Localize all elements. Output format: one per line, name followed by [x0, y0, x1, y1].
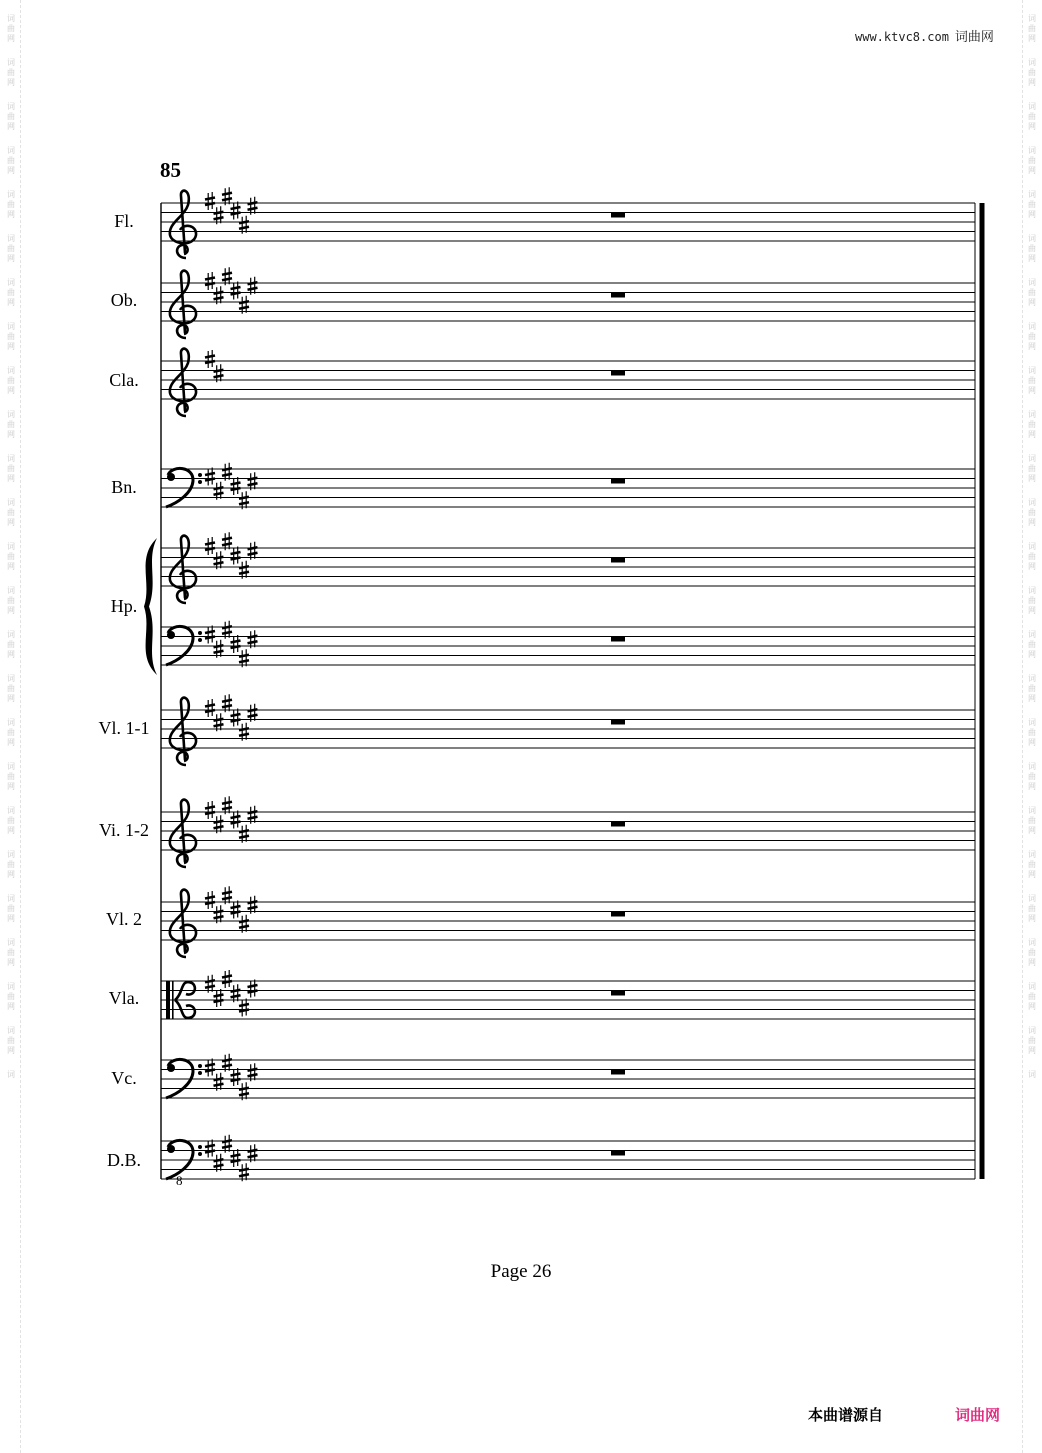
whole-rest — [611, 371, 625, 376]
label-viola: Vla. — [108, 988, 140, 1008]
watermark-glyph: 曲 — [1028, 684, 1036, 693]
sharp-sign — [222, 807, 232, 809]
whole-rest — [611, 213, 625, 218]
sharp-sign — [205, 278, 215, 280]
bass-clef-dot — [198, 1145, 202, 1149]
watermark-glyph: 曲 — [7, 376, 15, 385]
watermark-glyph: 曲 — [1028, 464, 1036, 473]
watermark-glyph: 曲 — [7, 904, 15, 913]
watermark-glyph: 网 — [7, 518, 15, 527]
watermark-glyph: 词 — [1028, 102, 1036, 111]
bass-clef-dot — [198, 1071, 202, 1075]
watermark-glyph: 词 — [7, 454, 15, 463]
whole-rest — [611, 293, 625, 298]
watermark-glyph: 曲 — [7, 24, 15, 33]
treble-clef-icon — [170, 271, 196, 338]
watermark-glyph: 词 — [7, 718, 15, 727]
sharp-sign — [214, 916, 224, 918]
sharp-sign — [239, 502, 249, 504]
sharp-sign — [248, 553, 258, 555]
sharp-sign — [231, 816, 241, 818]
watermark-glyph: 词 — [7, 762, 15, 771]
sharp-sign — [222, 278, 232, 280]
watermark-glyph: 词 — [1028, 674, 1036, 683]
sharp-sign — [222, 1146, 232, 1148]
bass-clef-dot — [198, 638, 202, 642]
sharp-sign — [214, 493, 224, 495]
watermark-glyph: 网 — [7, 562, 15, 571]
watermark-glyph: 词 — [7, 410, 15, 419]
sharp-sign — [222, 193, 232, 195]
watermark-glyph: 曲 — [7, 332, 15, 341]
watermark-glyph: 词 — [7, 366, 15, 375]
sharp-sign — [231, 1074, 241, 1076]
watermark-glyph: 词 — [1028, 938, 1036, 947]
sharp-sign — [239, 660, 249, 662]
watermark-glyph: 网 — [7, 914, 15, 923]
watermark-glyph: 曲 — [1028, 244, 1036, 253]
watermark-glyph: 曲 — [1028, 332, 1036, 341]
sharp-sign — [222, 892, 232, 894]
watermark-glyph: 词 — [1028, 14, 1036, 23]
sharp-sign — [205, 473, 215, 475]
sharp-sign — [222, 897, 232, 899]
watermark-glyph: 曲 — [1028, 156, 1036, 165]
watermark-glyph: 曲 — [1028, 772, 1036, 781]
watermark-glyph: 网 — [1028, 78, 1036, 87]
watermark-glyph: 词 — [1028, 234, 1036, 243]
watermark-glyph: 词 — [7, 278, 15, 287]
watermark-glyph: 网 — [7, 386, 15, 395]
bass-clef-dot — [198, 631, 202, 635]
watermark-glyph: 曲 — [7, 640, 15, 649]
watermark-glyph: 词 — [1028, 278, 1036, 287]
watermark-glyph: 网 — [1028, 562, 1036, 571]
sharp-sign — [239, 1174, 249, 1176]
bass-clef-dot — [198, 480, 202, 484]
watermark-glyph: 词 — [1028, 894, 1036, 903]
sharp-sign — [231, 1155, 241, 1157]
watermark-glyph: 词 — [1028, 410, 1036, 419]
watermark-glyph: 曲 — [1028, 948, 1036, 957]
treble-clef-icon — [170, 890, 196, 957]
watermark-glyph: 词 — [1028, 542, 1036, 551]
alto-clef-icon — [166, 981, 170, 1019]
watermark-glyph: 词 — [7, 586, 15, 595]
watermark-glyph: 曲 — [1028, 112, 1036, 121]
watermark-glyph: 词 — [1028, 146, 1036, 155]
treble-clef-icon — [170, 800, 196, 867]
watermark-glyph: 词 — [1028, 586, 1036, 595]
watermark-glyph: 网 — [1028, 738, 1036, 747]
bass-clef-dot — [198, 473, 202, 477]
measure-number: 85 — [160, 158, 181, 182]
watermark-glyph: 网 — [1028, 606, 1036, 615]
watermark-glyph: 曲 — [7, 552, 15, 561]
sharp-sign — [214, 217, 224, 219]
sharp-sign — [222, 538, 232, 540]
sharp-sign — [231, 552, 241, 554]
sharp-sign — [214, 826, 224, 828]
watermark-glyph: 词 — [7, 498, 15, 507]
watermark-glyph: 词 — [7, 938, 15, 947]
label-oboe: Ob. — [110, 290, 138, 310]
watermark-glyph: 曲 — [1028, 552, 1036, 561]
sharp-sign — [214, 995, 224, 997]
bass-clef-dot — [167, 1064, 175, 1072]
octave-eight-mark: 8 — [176, 1173, 183, 1188]
sharp-sign — [214, 375, 224, 377]
watermark-glyph: 网 — [7, 958, 15, 967]
sharp-sign — [239, 227, 249, 229]
sharp-sign — [231, 714, 241, 716]
sharp-sign — [222, 543, 232, 545]
watermark-glyph: 网 — [1028, 914, 1036, 923]
whole-rest — [611, 558, 625, 563]
watermark-glyph: 曲 — [7, 288, 15, 297]
sharp-sign — [239, 1004, 249, 1006]
watermark-glyph: 网 — [7, 210, 15, 219]
watermark-glyph: 网 — [1028, 122, 1036, 131]
watermark-glyph: 曲 — [1028, 288, 1036, 297]
sharp-sign — [239, 836, 249, 838]
whole-rest — [611, 912, 625, 917]
label-harp: Hp. — [110, 596, 138, 616]
sharp-sign — [222, 474, 232, 476]
watermark-glyph: 曲 — [7, 1036, 15, 1045]
watermark-glyph: 曲 — [7, 464, 15, 473]
whole-rest — [611, 637, 625, 642]
watermark-glyph: 曲 — [1028, 68, 1036, 77]
sharp-sign — [222, 705, 232, 707]
sharp-sign — [214, 1084, 224, 1086]
sharp-sign — [214, 651, 224, 653]
watermark-glyph: 词 — [1028, 982, 1036, 991]
watermark-glyph: 网 — [7, 1046, 15, 1055]
sharp-sign — [222, 632, 232, 634]
watermark-glyph: 网 — [1028, 430, 1036, 439]
label-double-bass: D.B. — [106, 1150, 141, 1170]
watermark-glyph: 网 — [1028, 298, 1036, 307]
sharp-sign — [205, 1145, 215, 1147]
sharp-sign — [222, 802, 232, 804]
watermark-glyph: 曲 — [1028, 640, 1036, 649]
sharp-sign — [239, 572, 249, 574]
sharp-sign — [222, 273, 232, 275]
watermark-glyph: 网 — [1028, 386, 1036, 395]
watermark-glyph: 曲 — [7, 200, 15, 209]
site-url: www.ktvc8.com — [855, 30, 949, 44]
watermark-glyph: 网 — [1028, 694, 1036, 703]
watermark-glyph: 词 — [1028, 718, 1036, 727]
treble-clef-icon — [170, 191, 196, 258]
sharp-sign — [205, 631, 215, 633]
watermark-glyph: 网 — [1028, 1046, 1036, 1055]
watermark-glyph: 曲 — [7, 68, 15, 77]
watermark-glyph: 词 — [7, 1070, 15, 1079]
whole-rest — [611, 991, 625, 996]
watermark-glyph: 曲 — [1028, 24, 1036, 33]
watermark-glyph: 曲 — [7, 728, 15, 737]
watermark-glyph: 词 — [7, 674, 15, 683]
sharp-sign — [231, 483, 241, 485]
whole-rest — [611, 822, 625, 827]
label-violin-1-1: Vl. 1-1 — [98, 718, 150, 738]
sharp-sign — [239, 1093, 249, 1095]
watermark-glyph: 词 — [1028, 454, 1036, 463]
watermark-glyph: 网 — [7, 1002, 15, 1011]
watermark-glyph: 曲 — [1028, 860, 1036, 869]
watermark-glyph: 词 — [7, 234, 15, 243]
watermark-glyph: 网 — [1028, 870, 1036, 879]
watermark-glyph: 词 — [7, 542, 15, 551]
footer-source-text: 本曲谱源自 — [808, 1406, 884, 1424]
watermark-glyph: 曲 — [1028, 200, 1036, 209]
sharp-sign — [248, 483, 258, 485]
label-flute: Fl. — [114, 211, 134, 231]
sharp-sign — [231, 207, 241, 209]
whole-rest — [611, 1151, 625, 1156]
watermark-glyph: 网 — [7, 298, 15, 307]
watermark-glyph: 词 — [1028, 58, 1036, 67]
watermark-glyph: 词 — [7, 1026, 15, 1035]
sharp-sign — [222, 700, 232, 702]
watermark-glyph: 网 — [1028, 254, 1036, 263]
bass-clef-dot — [198, 1152, 202, 1156]
sharp-sign — [214, 1165, 224, 1167]
label-clarinet: Cla. — [109, 370, 139, 390]
watermark-glyph: 网 — [1028, 166, 1036, 175]
watermark-glyph: 网 — [1028, 958, 1036, 967]
watermark-glyph: 网 — [7, 782, 15, 791]
watermark-glyph: 词 — [7, 850, 15, 859]
sharp-sign — [222, 1065, 232, 1067]
sharp-sign — [248, 1155, 258, 1157]
watermark-glyph: 曲 — [1028, 904, 1036, 913]
whole-rest — [611, 720, 625, 725]
sharp-sign — [222, 198, 232, 200]
bass-clef-dot — [167, 473, 175, 481]
sharp-sign — [214, 297, 224, 299]
watermark-glyph: 网 — [7, 78, 15, 87]
sharp-sign — [205, 807, 215, 809]
watermark-glyph: 网 — [7, 430, 15, 439]
bass-clef-dot — [167, 631, 175, 639]
watermark-glyph: 词 — [1028, 1026, 1036, 1035]
watermark-glyph: 词 — [1028, 806, 1036, 815]
watermark-glyph: 网 — [1028, 518, 1036, 527]
watermark-glyph: 网 — [1028, 342, 1036, 351]
sharp-sign — [248, 985, 258, 987]
treble-clef-icon — [170, 536, 196, 603]
watermark-glyph: 网 — [7, 606, 15, 615]
sharp-sign — [214, 724, 224, 726]
label-cello: Vc. — [111, 1068, 137, 1088]
treble-clef-icon — [170, 698, 196, 765]
watermark-glyph: 词 — [7, 146, 15, 155]
whole-rest — [611, 1070, 625, 1075]
sharp-sign — [248, 288, 258, 290]
sharp-sign — [248, 817, 258, 819]
watermark-glyph: 词 — [7, 14, 15, 23]
watermark-glyph: 词 — [1028, 762, 1036, 771]
watermark-glyph: 词 — [7, 982, 15, 991]
watermark-glyph: 网 — [7, 34, 15, 43]
watermark-glyph: 网 — [7, 870, 15, 879]
bass-clef-dot — [198, 1064, 202, 1068]
watermark-glyph: 词 — [7, 894, 15, 903]
label-violin-2: Vl. 2 — [106, 909, 142, 929]
sharp-sign — [248, 907, 258, 909]
watermark-glyph: 词 — [1028, 498, 1036, 507]
watermark-glyph: 曲 — [7, 420, 15, 429]
sharp-sign — [222, 976, 232, 978]
watermark-glyph: 网 — [7, 342, 15, 351]
watermark-glyph: 曲 — [7, 948, 15, 957]
watermark-glyph: 网 — [1028, 650, 1036, 659]
sharp-sign — [231, 906, 241, 908]
watermark-glyph: 曲 — [1028, 816, 1036, 825]
watermark-glyph: 网 — [7, 254, 15, 263]
watermark-glyph: 曲 — [7, 684, 15, 693]
watermark-glyph: 词 — [7, 190, 15, 199]
sharp-sign — [248, 715, 258, 717]
watermark-glyph: 词 — [7, 102, 15, 111]
watermark-glyph: 词 — [7, 58, 15, 67]
sharp-sign — [239, 307, 249, 309]
label-bassoon: Bn. — [111, 477, 137, 497]
watermark-glyph: 网 — [7, 122, 15, 131]
sharp-sign — [231, 995, 241, 997]
whole-rest — [611, 479, 625, 484]
treble-clef-icon — [170, 349, 196, 416]
watermark-glyph: 曲 — [7, 156, 15, 165]
watermark-glyph: 网 — [7, 738, 15, 747]
bass-clef-dot — [167, 1145, 175, 1153]
watermark-glyph: 词 — [1028, 366, 1036, 375]
sharp-sign — [205, 543, 215, 545]
watermark-glyph: 网 — [1028, 474, 1036, 483]
watermark-glyph: 曲 — [7, 772, 15, 781]
watermark-glyph: 网 — [7, 826, 15, 835]
sharp-sign — [205, 897, 215, 899]
site-name: 词曲网 — [954, 30, 994, 45]
watermark-glyph: 曲 — [1028, 508, 1036, 517]
watermark-glyph: 曲 — [7, 860, 15, 869]
sharp-sign — [231, 641, 241, 643]
watermark-glyph: 网 — [1028, 1002, 1036, 1011]
watermark-glyph: 网 — [7, 650, 15, 659]
sharp-sign — [214, 562, 224, 564]
sharp-sign — [239, 734, 249, 736]
sharp-sign — [248, 641, 258, 643]
harp-brace — [144, 538, 157, 675]
sharp-sign — [239, 926, 249, 928]
label-violin-1-2: Vi. 1-2 — [99, 820, 149, 840]
watermark-glyph: 网 — [1028, 210, 1036, 219]
watermark-glyph: 网 — [7, 166, 15, 175]
watermark-glyph: 曲 — [1028, 992, 1036, 1001]
watermark-glyph: 词 — [7, 322, 15, 331]
sharp-sign — [205, 1064, 215, 1066]
watermark-glyph: 网 — [7, 474, 15, 483]
watermark-glyph: 词 — [1028, 322, 1036, 331]
watermark-glyph: 曲 — [1028, 376, 1036, 385]
watermark-glyph: 曲 — [7, 596, 15, 605]
sharp-sign — [248, 1074, 258, 1076]
sharp-sign — [205, 356, 215, 358]
sharp-sign — [231, 287, 241, 289]
watermark-glyph: 网 — [1028, 826, 1036, 835]
watermark-glyph: 词 — [1028, 1070, 1036, 1079]
watermark-glyph: 曲 — [1028, 596, 1036, 605]
watermark-glyph: 网 — [7, 694, 15, 703]
watermark-glyph: 曲 — [1028, 728, 1036, 737]
sharp-sign — [248, 208, 258, 210]
watermark-glyph: 曲 — [7, 992, 15, 1001]
sharp-sign — [205, 986, 215, 988]
watermark-glyph: 词 — [1028, 850, 1036, 859]
sharp-sign — [205, 705, 215, 707]
watermark-glyph: 曲 — [7, 816, 15, 825]
footer-brand[interactable]: 词曲网 — [955, 1406, 1001, 1424]
watermark-glyph: 曲 — [7, 508, 15, 517]
watermark-glyph: 曲 — [1028, 1036, 1036, 1045]
watermark-glyph: 曲 — [7, 244, 15, 253]
watermark-glyph: 词 — [7, 630, 15, 639]
watermark-glyph: 网 — [1028, 34, 1036, 43]
watermark-glyph: 曲 — [1028, 420, 1036, 429]
watermark-glyph: 词 — [7, 806, 15, 815]
watermark-glyph: 词 — [1028, 630, 1036, 639]
watermark-glyph: 曲 — [7, 112, 15, 121]
alto-clef-icon — [172, 981, 174, 1019]
sharp-sign — [205, 198, 215, 200]
watermark-glyph: 词 — [1028, 190, 1036, 199]
watermark-glyph: 网 — [1028, 782, 1036, 791]
page-number: Page 26 — [490, 1261, 552, 1282]
